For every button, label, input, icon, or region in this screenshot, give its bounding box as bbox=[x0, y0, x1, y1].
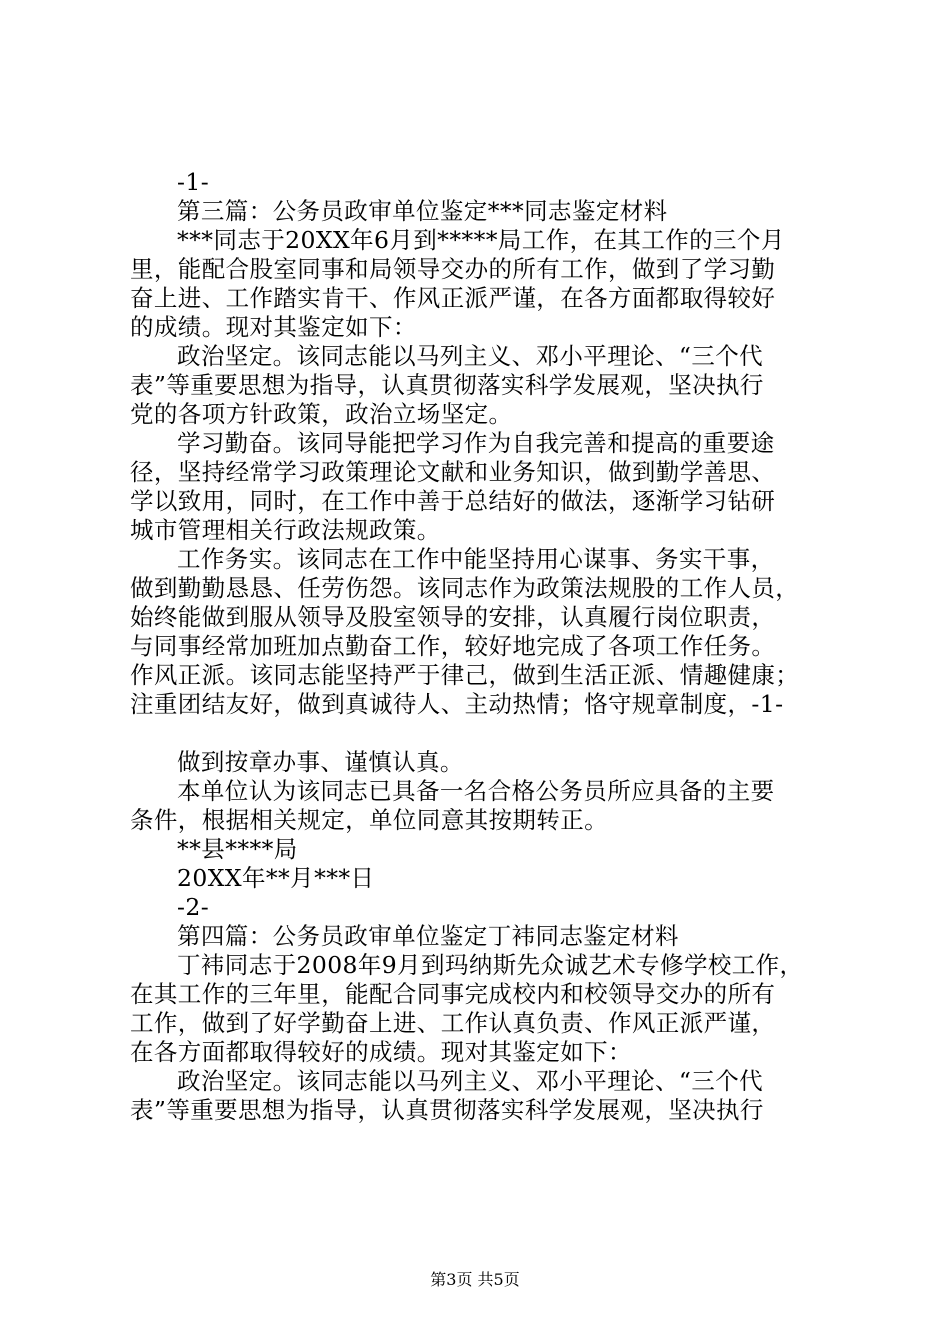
paragraph-line: 城市管理相关行政法规政策。 bbox=[130, 516, 441, 544]
document-body bbox=[130, 168, 830, 1125]
paragraph-line: 作风正派。该同志能坚持严于律己，做到生活正派、情趣健康； bbox=[130, 661, 800, 689]
blank-line bbox=[130, 719, 830, 748]
paragraph-line: 在其工作的三年里，能配合同事完成校内和校领导交办的所有 bbox=[130, 980, 776, 1008]
page-marker: -1- bbox=[177, 168, 210, 196]
paragraph-line: 奋上进、工作踏实肯干、作风正派严谨，在各方面都取得较好 bbox=[130, 284, 776, 312]
paragraph-line: 工作，做到了好学勤奋上进、工作认真负责、作风正派严谨， bbox=[130, 1009, 776, 1037]
signature-unit: **县****局 bbox=[177, 835, 298, 863]
paragraph-line: 表”等重要思想为指导，认真贯彻落实科学发展观，坚决执行 bbox=[130, 1096, 764, 1124]
paragraph-line: 政治坚定。该同志能以马列主义、邓小平理论、“三个代 bbox=[177, 342, 764, 370]
signature-date: 20XX年**月***日 bbox=[177, 864, 375, 892]
paragraph-line: 学以致用，同时，在工作中善于总结好的做法，逐渐学习钻研 bbox=[130, 487, 776, 515]
paragraph-line: 径，坚持经常学习政策理论文献和业务知识，做到勤学善思、 bbox=[130, 458, 776, 486]
paragraph-line: 与同事经常加班加点勤奋工作，较好地完成了各项工作任务。 bbox=[130, 632, 776, 660]
paragraph-line: 党的各项方针政策，政治立场坚定。 bbox=[130, 400, 513, 428]
paragraph-line: ***同志于20XX年6月到*****局工作，在其工作的三个月 bbox=[177, 226, 785, 254]
paragraph-line: 条件，根据相关规定，单位同意其按期转正。 bbox=[130, 806, 608, 834]
paragraph-line: 政治坚定。该同志能以马列主义、邓小平理论、“三个代 bbox=[177, 1067, 764, 1095]
paragraph-line: 丁袆同志于2008年9月到玛纳斯先众诚艺术专修学校工作， bbox=[177, 951, 804, 979]
paragraph-line: 始终能做到服从领导及股室领导的安排，认真履行岗位职责， bbox=[130, 603, 776, 631]
paragraph-line: 本单位认为该同志已具备一名合格公务员所应具备的主要 bbox=[177, 777, 775, 805]
paragraph-line: 学习勤奋。该同导能把学习作为自我完善和提高的重要途 bbox=[177, 429, 775, 457]
page-marker: -2- bbox=[177, 893, 210, 921]
paragraph-line: 表”等重要思想为指导，认真贯彻落实科学发展观，坚决执行 bbox=[130, 371, 764, 399]
section-title: 第三篇：公务员政审单位鉴定***同志鉴定材料 bbox=[177, 197, 668, 225]
page-footer: 第3页 共5页 bbox=[430, 1270, 520, 1289]
paragraph-line: 注重团结友好，做到真诚待人、主动热情；恪守规章制度，-1- bbox=[130, 690, 784, 718]
paragraph-line: 在各方面都取得较好的成绩。现对其鉴定如下： bbox=[130, 1038, 632, 1066]
paragraph-line: 做到按章办事、谨慎认真。 bbox=[177, 748, 464, 776]
paragraph-line: 做到勤勤恳恳、任劳伤怨。该同志作为政策法规股的工作人员， bbox=[130, 574, 800, 602]
section-title: 第四篇：公务员政审单位鉴定丁袆同志鉴定材料 bbox=[177, 922, 679, 950]
paragraph-line: 里，能配合股室同事和局领导交办的所有工作，做到了学习勤 bbox=[130, 255, 776, 283]
paragraph-line: 工作务实。该同志在工作中能坚持用心谋事、务实干事， bbox=[177, 545, 775, 573]
paragraph-line: 的成绩。现对其鉴定如下： bbox=[130, 313, 417, 341]
